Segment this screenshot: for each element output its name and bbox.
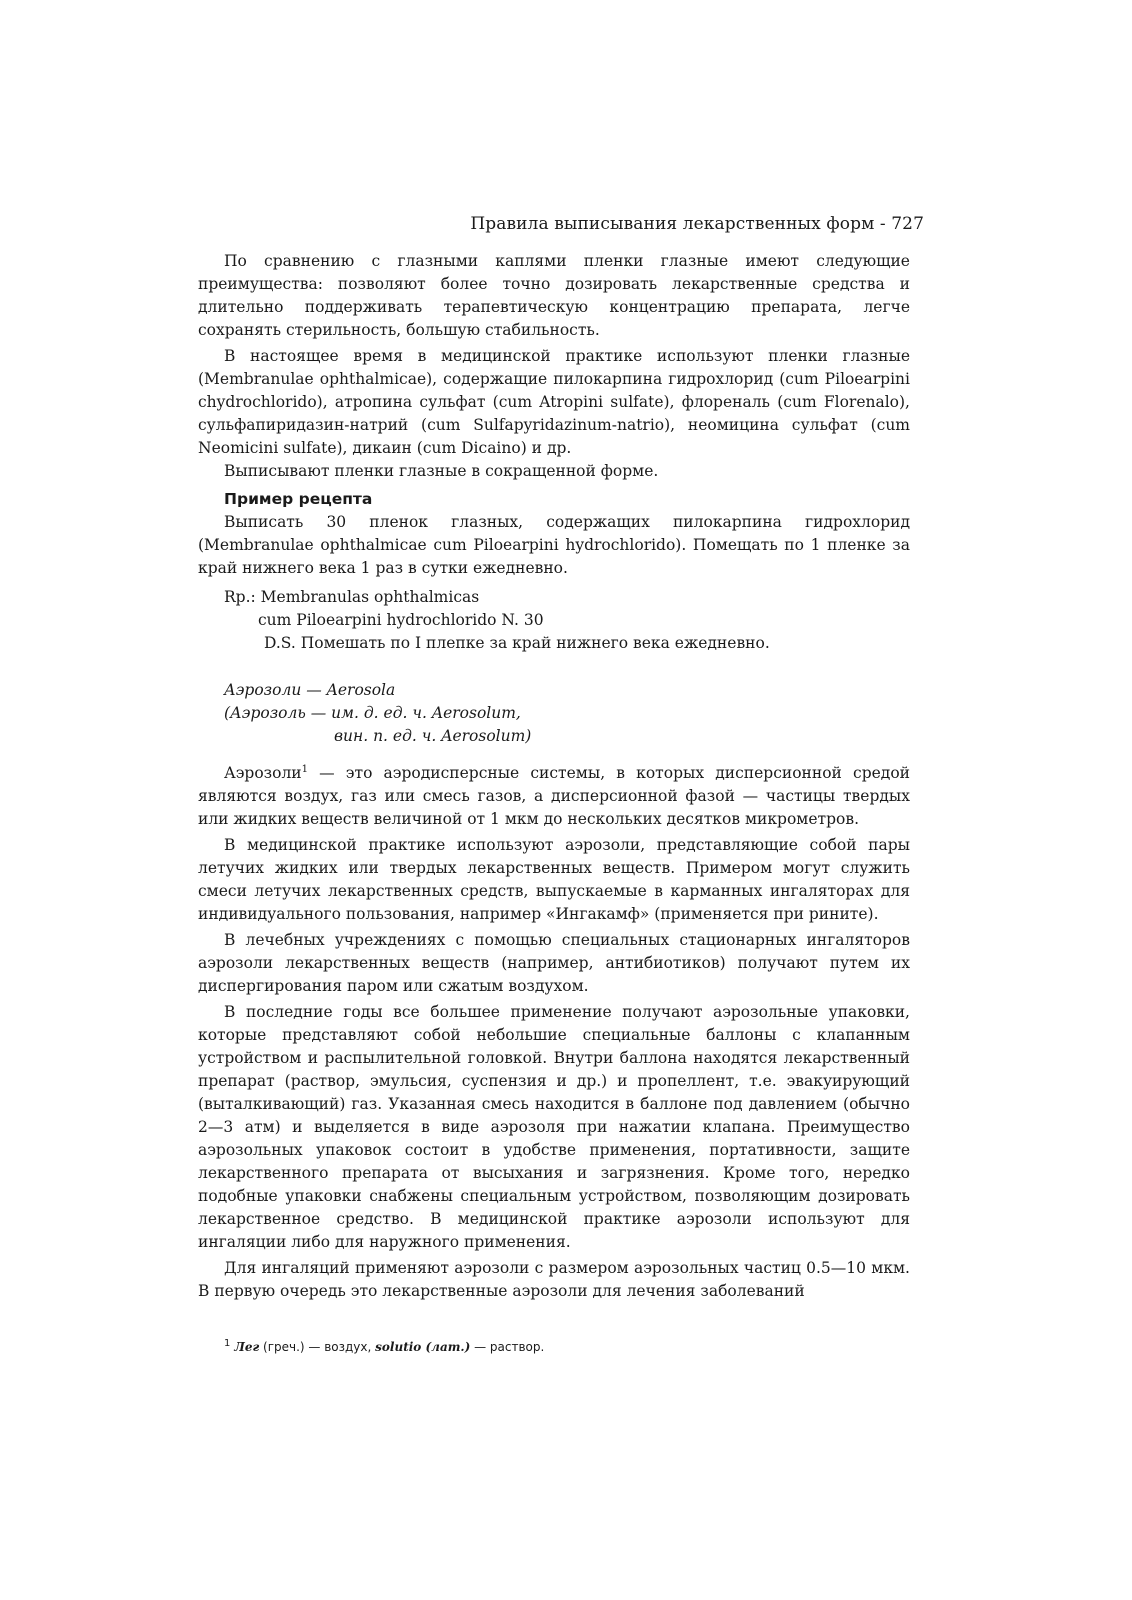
- footnote: [224, 1340, 544, 1354]
- paragraph: В последние годы все большее применение получают аэрозольные упаковки, которые представляют собой небольшие специальные баллоны с клапанным устройством и распылительной головкой. Внутри баллона находятся лекарственный препарат (раствор, эмульсия, суспензия и др.) и пропеллент, т.е. эвакуирующий (выталкивающий) газ. Указанная смесь находится в баллоне под давлением (обычно 2—3 атм) и выделяется в виде аэрозоля при нажатии клапана. Преимущество аэрозольных упаковок состоит в удобстве применения, портативности, защите лекарственного препарата от высыхания и загрязнения. Кроме того, нередко подобные упаковки снабжены специальным устройством, позволяющим дозировать лекарственное средство. В медицинской практике аэрозоли используют для ингаляции либо для наружного применения.: [198, 1003, 910, 1251]
- prescription-line-2: cum Piloearpini hydrochlorido N. 30: [258, 611, 544, 629]
- footnote-text: — раствор.: [470, 1340, 545, 1354]
- paragraph: В лечебных учреждениях с помощью специальных стационарных ингаляторов аэрозоли лекарственных веществ (например, антибиотиков) получают путем их диспергирования паром или сжатым воздухом.: [198, 931, 910, 995]
- section-title: [198, 679, 910, 748]
- paragraph: В медицинской практике используют аэрозоли, представляющие собой пары летучих жидких или твердых лекарственных веществ. Примером могут служить смеси летучих лекарственных средств, выпускаемые в карманных ингаляторах для индивидуального пользования, например «Ингакамф» (применяется при рините).: [198, 836, 910, 923]
- paragraph: Для ингаляций применяют аэрозоли с размером аэрозольных частиц 0.5—10 мкм. В первую очередь это лекарственные аэрозоли для лечения заболеваний: [198, 1259, 910, 1300]
- paragraph: Выписывают пленки глазные в сокращенной форме.: [224, 462, 659, 480]
- paragraph: [198, 762, 910, 831]
- page-body: [198, 250, 910, 1303]
- running-header: Правила выписывания лекарственных форм - 727: [470, 214, 924, 234]
- paragraph: В настоящее время в медицинской практике используют пленки глазные (Membranulae ophthalmicae), содержащие пилокарпина гидрохлорид (cum Piloearpini chydrochlorido), атропина сульфат (cum Atropini sulfate), флореналь (cum Florenalo), сульфапиридазин-натрий (cum Sulfapyridazinum-natrio), неомицина сульфат (cum Neomicini sulfate), дикаин (cum Dicaino) и др.: [198, 347, 910, 457]
- paragraph: По сравнению с глазными каплями пленки глазные имеют следующие преимущества: позволяют более точно дозировать лекарственные средства и длительно поддерживать терапевтическую концентрацию препарата, легче сохранять стерильность, большую стабильность.: [198, 252, 910, 339]
- section-title-line-1: Аэрозоли — Aerosola: [224, 681, 396, 699]
- prescription: [198, 586, 910, 655]
- prescription-line-3: D.S. Помешать по I плепке за край нижнего века ежедневно.: [264, 634, 770, 652]
- paragraph-text: — это аэродисперсные системы, в которых дисперсионной средой являются воздух, газ или смесь газов, а дисперсионной фазой — частицы твердых или жидких веществ величиной от 1 мкм до нескольких десятков микрометров.: [198, 764, 910, 828]
- section-title-line-3: вин. п. ед. ч. Aerosolum): [334, 727, 532, 745]
- footnote-text: (греч.) — воздух,: [259, 1340, 376, 1354]
- term: Аэрозоли: [224, 764, 302, 782]
- footnote-term: solutio (лат.): [375, 1340, 471, 1354]
- footnote-ref: 1: [301, 763, 309, 775]
- section-title-line-2: (Аэрозоль — им. д. ед. ч. Aerosolum,: [224, 704, 521, 722]
- recipe-task: Выписать 30 пленок глазных, содержащих пилокарпина гидрохлорид (Membranulae ophthalmicae cum Piloearpini hydrochlorido). Помещать по 1 пленке за край нижнего века 1 раз в сутки ежедневно.: [198, 513, 910, 577]
- recipe-heading: Пример рецепта: [224, 490, 373, 508]
- prescription-line-1: Rp.: Membranulas ophthalmicas: [224, 588, 480, 606]
- footnote-term: Лег: [234, 1340, 260, 1354]
- footnote-marker: 1: [224, 1338, 231, 1349]
